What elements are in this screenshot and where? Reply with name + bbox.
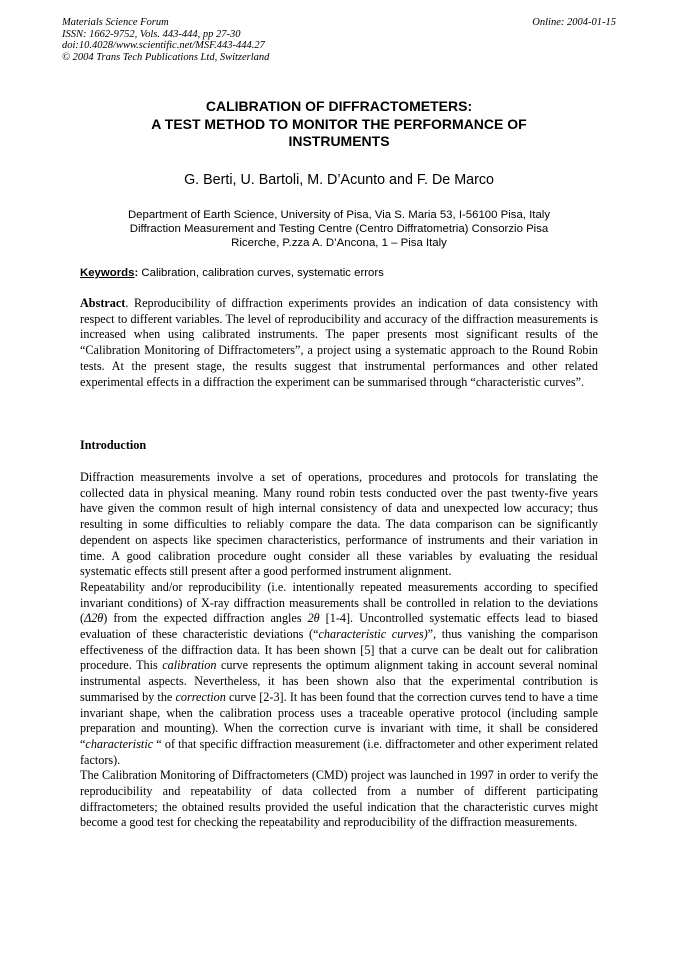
issn-line: ISSN: 1662-9752, Vols. 443-444, pp 27-30	[62, 28, 241, 40]
title-line-3: INSTRUMENTS	[288, 133, 390, 149]
keywords	[80, 266, 598, 280]
p2-text-e: curve represents the optimum alignment taking in account several nominal instrumental aspects. Nevertheless, it has been shown also that the experimental contribution is summarised by the	[80, 658, 598, 704]
journal-header	[62, 17, 269, 63]
delta-two-theta-symbol: Δ2θ	[84, 611, 104, 626]
p2-text-d: ”, thus vanishing the comparison effectiveness of the diffraction data. It has been shown [5] that a curve can be dealt out for calibration procedure. This	[80, 627, 599, 673]
doi-line[interactable]: doi:10.4028/www.scientific.net/MSF.443-444.27	[62, 40, 265, 51]
correction-term: correction	[175, 689, 226, 704]
intro-paragraph-2	[80, 580, 598, 768]
introduction-body	[80, 470, 598, 831]
keywords-text: Calibration, calibration curves, systematic errors	[138, 267, 384, 279]
section-heading-introduction: Introduction	[80, 438, 147, 452]
characteristic-term: characteristic	[85, 736, 154, 751]
p2-text-b: ) from the expected diffraction angles	[103, 611, 308, 626]
title-line-2: A TEST METHOD TO MONITOR THE PERFORMANCE OF	[151, 115, 527, 132]
affiliation	[60, 208, 618, 251]
journal-name: Materials Science Forum	[62, 17, 169, 28]
affiliation-line-1: Department of Earth Science, University of Pisa, Via S. Maria 53, I-56100 Pisa, Italy	[127, 209, 551, 221]
author-list: G. Berti, U. Bartoli, M. D’Acunto and F. De Marco	[184, 172, 494, 188]
intro-paragraph-3: The Calibration Monitoring of Diffractometers (CMD) project was launched in 1997 in order to verify the reproducibility and repeatability of data collected from a number of different participating diffractometers; the obtained results provided the useful indication that the characteristic curves might become a good test for checking the repeatability and reproducibility of the diffraction measurements.	[80, 768, 598, 830]
title-line-1: CALIBRATION OF DIFFRACTOMETERS:	[205, 98, 473, 114]
p2-text-g: “ of that specific diffraction measurement (i.e. diffractometer and other experiment related factors).	[80, 736, 598, 767]
online-date: Online: 2004-01-15	[532, 17, 616, 28]
affiliation-line-2: Diffraction Measurement and Testing Centre (Centro Diffratometria) Consorzio Pisa	[129, 223, 549, 236]
keywords-label: Keywords	[80, 267, 135, 279]
two-theta-symbol: 2θ	[307, 611, 320, 626]
p2-text-a: Repeatability and/or reproducibility (i.e. intentionally repeated measurements according to specified invariant conditions) of X-ray diffraction measurements shall be controlled in relation to the deviations (	[80, 579, 598, 626]
keywords-colon: :	[134, 267, 139, 279]
calibration-term: calibration	[162, 658, 217, 673]
p2-text-f: curve [2-3]. It has been found that the correction curves tend to have a time invariant shape, when the calibration process uses a traceable operative protocol (including sample preparation and mounting). When the correction curve is invariant with time, it shall be considered “	[80, 689, 598, 751]
copyright-line: © 2004 Trans Tech Publications Ltd, Switzerland	[62, 51, 270, 63]
affiliation-line-3: Ricerche, P.zza A. D’Ancona, 1 – Pisa Italy	[231, 237, 447, 250]
paper-title	[60, 98, 618, 151]
abstract-text: . Reproducibility of diffraction experiments provides an indication of data consistency with respect to different variables. The level of reproducibility and accuracy of the diffraction measurements is increased when using calibrated instruments. The paper presents most significant results of the “Calibration Monitoring of Diffractometers”, a project using a systematic approach to the Round Robin tests. At the present stage, the results suggest that instrumental performances and other related experimental effects in a diffraction the experiment can be summarised through “characteristic curves”.	[80, 296, 598, 389]
intro-paragraph-1: Diffraction measurements involve a set of operations, procedures and protocols for translating the collected data in physical meaning. Many round robin tests conducted over the past twenty-five years have given the common result of high internal consistency of data and unexpected low accuracy; thus resulting in some difficulties to reliably compare the data. The data comparison can be significantly dependent on aspects like specimen characteristics, performance of instruments and their variation in time. A good calibration procedure ought consider all these variables by evaluating the residual systematic effects still present after a good performed instrument alignment.	[80, 470, 598, 579]
abstract	[80, 296, 598, 390]
characteristic-curves-term: characteristic curves)	[318, 627, 428, 642]
abstract-label: Abstract	[80, 296, 126, 310]
p2-text-c: [1-4]. Uncontrolled systematic effects lead to biased evaluation of these characteristic deviations (“	[80, 611, 598, 642]
